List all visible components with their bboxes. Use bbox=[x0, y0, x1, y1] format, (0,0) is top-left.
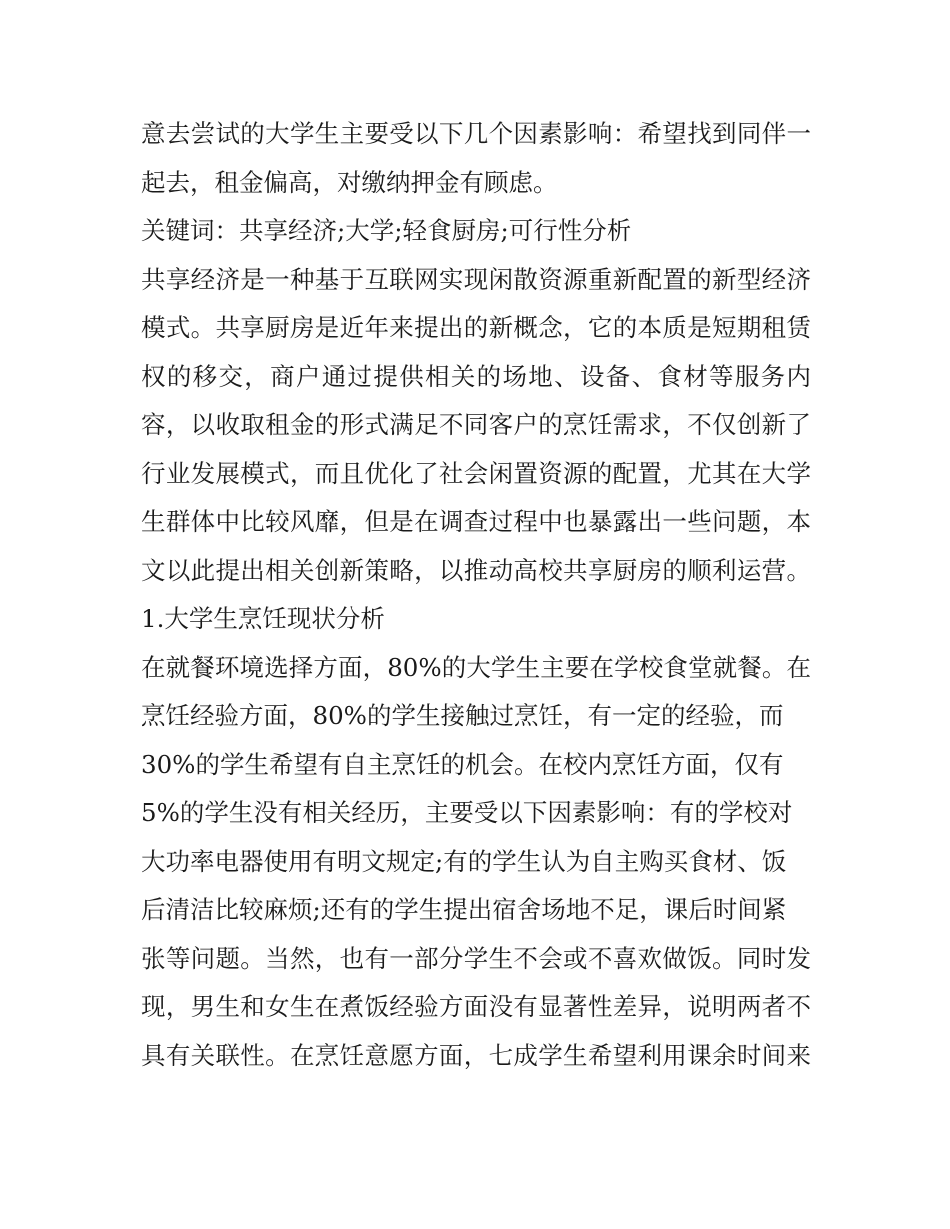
text-line: 意去尝试的大学生主要受以下几个因素影响：希望找到同伴一 bbox=[141, 119, 811, 148]
text-line: 起去，租金偏高，对缴纳押金有顾虑。 bbox=[141, 167, 558, 197]
section-heading: 1.大学生烹饪现状分析 bbox=[141, 604, 385, 633]
text-line: 30%的学生希望有自主烹饪的机会。在校内烹饪方面，仅有 bbox=[141, 749, 784, 779]
text-line: 容，以收取租金的形式满足不同客户的烹饪需求，不仅创新了 bbox=[141, 410, 811, 439]
keywords-line: 关键词：共享经济;大学;轻食厨房;可行性分析 bbox=[141, 216, 632, 245]
text-line: 5%的学生没有相关经历，主要受以下因素影响：有的学校对 bbox=[141, 798, 793, 827]
text-line: 张等问题。当然，也有一部分学生不会或不喜欢做饭。同时发 bbox=[141, 943, 811, 973]
text-line: 权的移交，商户通过提供相关的场地、设备、食材等服务内 bbox=[141, 361, 811, 391]
text-line: 生群体中比较风靡，但是在调查过程中也暴露出一些问题，本 bbox=[141, 507, 811, 536]
document-body bbox=[141, 110, 821, 1080]
text-line: 共享经济是一种基于互联网实现闲散资源重新配置的新型经济 bbox=[141, 264, 811, 294]
text-line: 具有关联性。在烹饪意愿方面，七成学生希望利用课余时间来 bbox=[141, 1040, 811, 1070]
text-line: 大功率电器使用有明文规定;有的学生认为自主购买食材、饭 bbox=[141, 846, 787, 876]
text-line: 模式。共享厨房是近年来提出的新概念，它的本质是短期租赁 bbox=[141, 313, 811, 342]
text-line: 现，男生和女生在煮饭经验方面没有显著性差异，说明两者不 bbox=[141, 992, 811, 1021]
text-line: 在就餐环境选择方面，80%的大学生主要在学校食堂就餐。在 bbox=[141, 652, 811, 682]
text-line: 文以此提出相关创新策略，以推动高校共享厨房的顺利运营。 bbox=[141, 555, 811, 585]
text-line: 烹饪经验方面，80%的学生接触过烹饪，有一定的经验，而 bbox=[141, 701, 784, 730]
text-line: 后清洁比较麻烦;还有的学生提出宿舍场地不足，课后时间紧 bbox=[141, 895, 787, 924]
text-line: 行业发展模式，而且优化了社会闲置资源的配置，尤其在大学 bbox=[141, 458, 811, 488]
